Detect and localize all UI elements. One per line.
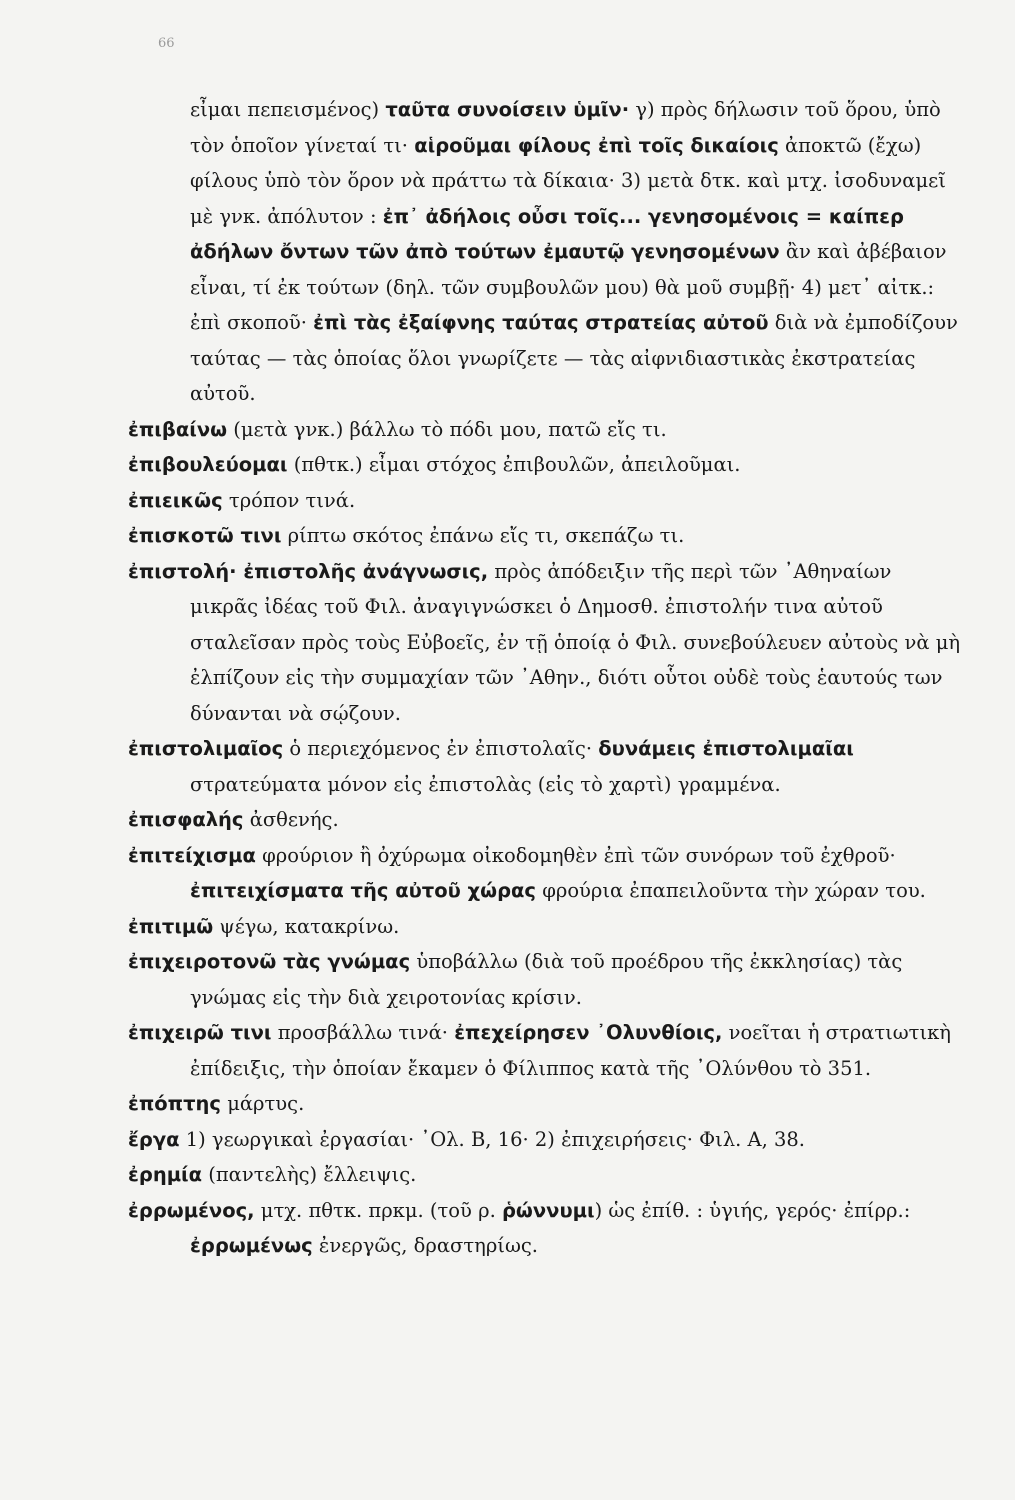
dictionary-entry xyxy=(128,412,962,448)
definition: νοεῖται ἡ στρατιωτικὴ ἐπίδειξις, τὴν ὁποίαν ἔκαμεν ὁ Φίλιππος κατὰ τῆς ᾽Ολύνθου τὸ 351. xyxy=(190,1021,951,1080)
definition: στρατεύματα μόνον εἰς ἐπιστολὰς (εἰς τὸ χαρτὶ) γραμμένα. xyxy=(190,772,781,796)
headword: ῥώννυμι xyxy=(501,1198,595,1222)
dictionary-entry xyxy=(128,1193,962,1264)
headword: ταῦτα συνοίσειν ὑμῖν· xyxy=(385,98,630,121)
definition: ἐνεργῶς, δραστηρίως. xyxy=(312,1234,538,1257)
definition: πρὸς ἀπόδειξιν τῆς περὶ τῶν ᾽Αθηναίων μικρᾶς ἰδέας τοῦ Φιλ. ἀναγιγνώσκει ὁ Δημοσθ. ἐπιστολήν τινα αὐτοῦ σταλεῖσαν πρὸς τοὺς Εὐβοεῖς, ἐν τῇ ὁποίᾳ ὁ Φιλ. συνεβούλευεν αὐτοὺς νὰ μὴ ἐλπίζουν εἰς τὴν συμμαχίαν τῶν ᾽Αθην., διότι οὗτοι οὐδὲ τοὺς ἑαυτούς των δύνανται νὰ σῴζουν. xyxy=(190,559,961,725)
definition: ψέγω, κατακρίνω. xyxy=(213,914,400,938)
definition: τρόπον τινά. xyxy=(222,488,356,512)
definition: 1) γεωργικαὶ ἐργασίαι· ᾽Ολ. Β, 16· 2) ἐπιχειρήσεις· Φιλ. Α, 38. xyxy=(179,1127,805,1151)
headword: αἱροῦμαι φίλους ἐπὶ τοῖς δικαίοις xyxy=(414,133,779,157)
headword: ἐπιχειροτονῶ τὰς γνώμας xyxy=(128,950,411,973)
headword: ἐπιχειρῶ τινι xyxy=(128,1021,272,1044)
headword: ἐπιβαίνω xyxy=(128,417,228,441)
headword: ἐπεχείρησεν ᾽Ολυνθίοις, xyxy=(454,1021,723,1044)
dictionary-entry xyxy=(128,1157,962,1193)
definition: (πθτκ.) εἶμαι στόχος ἐπιβουλῶν, ἀπειλοῦμαι. xyxy=(287,453,741,476)
headword: ἐρρωμένως xyxy=(190,1234,313,1257)
dictionary-entry xyxy=(128,838,962,909)
dictionary-entry xyxy=(128,909,962,945)
definition: μάρτυς. xyxy=(221,1092,305,1115)
headword: ἐρημία xyxy=(128,1163,203,1186)
headword: ἐπιστολιμαῖος xyxy=(128,737,284,760)
dictionary-entry xyxy=(128,802,962,838)
dictionary-entry xyxy=(128,1015,962,1086)
definition: ὁ περιεχόμενος ἐν ἐπιστολαῖς· xyxy=(283,737,599,760)
page-number: 66 xyxy=(158,36,175,51)
headword: ἐπιστολή· ἐπιστολῆς ἀνάγνωσις, xyxy=(128,559,489,583)
dictionary-entry xyxy=(128,447,962,483)
definition: προσβάλλω τινά· xyxy=(271,1021,455,1044)
headword: ἐπιτειχίσματα τῆς αὐτοῦ χώρας xyxy=(190,879,536,902)
entry-text: ἀποκτῶ (ἔχω) φίλους ὑπὸ τὸν ὅρον νὰ πράττω τὰ δίκαια· 3) μετὰ δτκ. καὶ μτχ. ἰσοδυναμεῖ μὲ γνκ. ἀπόλυτον : xyxy=(190,133,946,228)
dictionary-entry xyxy=(128,731,962,802)
headword: ἔργα xyxy=(128,1127,180,1151)
dictionary-entry xyxy=(128,1122,962,1158)
dictionary-entry xyxy=(128,483,962,519)
definition: φρούρια ἐπαπειλοῦντα τὴν χώραν του. xyxy=(536,879,926,902)
definition: ) ὡς ἐπίθ. : ὑγιής, γερός· ἐπίρρ.: xyxy=(594,1198,911,1222)
headword: ἐπιτιμῶ xyxy=(128,914,214,938)
definition: ρίπτω σκότος ἐπάνω εἴς τι, σκεπάζω τι. xyxy=(281,524,685,547)
headword: ἐπ᾽ ἀδήλοις οὖσι τοῖς... γενησομένοις = καίπερ ἀδήλων ὄντων τῶν ἀπὸ τούτων ἐμαυτῷ γενησομένων xyxy=(190,204,904,263)
headword: ἐπιβουλεύομαι xyxy=(128,453,288,476)
headword: ἐπιτείχισμα xyxy=(128,843,256,867)
entry-text: ἂν καὶ ἀβέβαιον εἶναι, τί ἐκ τούτων (δηλ. τῶν συμβουλῶν μου) θὰ μοῦ συμβῇ· 4) μετ᾽ αἰτκ.: ἐπὶ σκοποῦ· xyxy=(190,240,947,334)
headword: ἐπισκοτῶ τινι xyxy=(128,524,282,547)
headword: ἐπιεικῶς xyxy=(128,488,223,512)
dictionary-entry xyxy=(128,944,962,1015)
definition: (παντελὴς) ἔλλειψις. xyxy=(202,1163,417,1186)
dictionary-entry xyxy=(128,1086,962,1122)
dictionary-page-body xyxy=(128,92,962,1264)
entry-text: γ) πρὸς δήλωσιν τοῦ ὅρου, ὑπὸ τὸν ὁποῖον γίνεταί τι· xyxy=(190,98,941,157)
dictionary-entry xyxy=(128,518,962,554)
entry-continuation xyxy=(128,92,962,412)
headword: ἐπὶ τὰς ἐξαίφνης ταύτας στρατείας αὐτοῦ xyxy=(313,311,769,334)
headword: ἐρρωμένος, xyxy=(128,1198,255,1222)
headword: δυνάμεις ἐπιστολιμαῖαι xyxy=(598,737,854,760)
definition: μτχ. πθτκ. πρκμ. (τοῦ ρ. xyxy=(254,1198,502,1222)
headword: ἐπόπτης xyxy=(128,1092,221,1115)
entry-text: εἶμαι πεπεισμένος) xyxy=(190,98,386,121)
entry-text: διὰ νὰ ἐμποδίζουν ταύτας — τὰς ὁποίας ὅλοι γνωρίζετε — τὰς αἰφνιδιαστικὰς ἐκστρατείας αὐτοῦ. xyxy=(190,311,958,405)
definition: (μετὰ γνκ.) βάλλω τὸ πόδι μου, πατῶ εἴς τι. xyxy=(227,417,667,441)
definition: φρούριον ἢ ὀχύρωμα οἰκοδομηθὲν ἐπὶ τῶν συνόρων τοῦ ἐχθροῦ· xyxy=(255,843,896,867)
headword: ἐπισφαλής xyxy=(128,808,244,831)
definition: ὑποβάλλω (διὰ τοῦ προέδρου τῆς ἐκκλησίας) τὰς γνώμας εἰς τὴν διὰ χειροτονίας κρίσιν. xyxy=(190,950,903,1009)
definition: ἀσθενής. xyxy=(243,808,339,831)
dictionary-entry xyxy=(128,554,962,732)
